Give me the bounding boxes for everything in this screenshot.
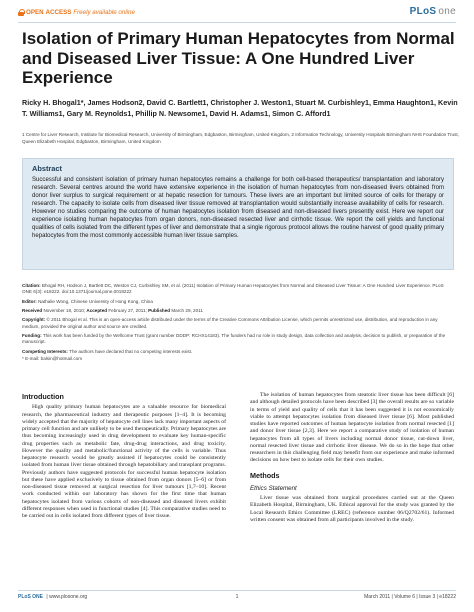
header-bar <box>0 0 474 22</box>
funding-text: This work has been funded by the Wellcome Trust (grant number DDDP: RCHX14183). The funders had no role in study design, data collection and analysis, decision to publish, or preparation of the manuscript. <box>22 332 446 345</box>
funding-label: Funding: <box>22 332 42 338</box>
header-divider <box>18 22 456 23</box>
intro-continued-paragraph: The isolation of human hepatocytes from steatotic liver tissue has been difficult [6] and although detailed protocols have been described [3] the overall results are so variable in terms of yield and quality of cells that it has been suggested it is not economically viable to attempt hepatocytes isolation from diseased liver tissue [6]. Most published studies have reported outcomes of human hepatocyte isolation from normal resected [1] and donor liver tissue [2,3]. Here we report a comparative study of isolation of human hepatocytes from all types of livers including normal donor tissue, cut-down liver, normal resected liver tissue and cirrhotic liver disease. We do so in the hope that other researchers in this challenging field may benefit from our experience and make informed decisions on how best to isolate cells for their own studies. <box>250 392 454 464</box>
article-title: Isolation of Primary Human Hepatocytes from Normal and Diseased Liver Tissue: A One Hundred Liver Experience <box>22 29 455 87</box>
received-date: November 18, 2010; <box>43 307 86 313</box>
page-number: 1 <box>235 594 239 600</box>
article-metadata <box>22 283 454 365</box>
right-column <box>250 392 454 524</box>
published-date: March 29, 2011 <box>171 307 203 313</box>
competing-interests <box>22 349 454 355</box>
author-list: Ricky H. Bhogal1*, James Hodson2, David C. Bartlett1, Christopher J. Weston1, Stuart M. Curbishley1, Emma Haughton1, Kevin T. Williams1, Gary M. Reynolds1, Phillip N. Newsome1, David H. Adams1, Simon C. Afford1 <box>22 98 458 118</box>
footer-journal-name: PLoS ONE <box>18 594 44 600</box>
introduction-paragraph: High quality primary human hepatocytes are a valuable resource for biomedical research, the pharmaceutical industry and therapeutic purposes [1–4]. It is becoming widely accepted that the majority of hepatocyte cell lines lack many important aspects of primary cell function and are unlikely to be used therapeutically. Primary hepatocytes are thus becoming increasingly used in drug development to evaluate key human-specific drug properties such as metabolic fate, drug-drug interactions, and drug toxicity. However the quality and metabolic/functional activity of the cells is variable. Thus hepatocyte research would be greatly assisted if hepatocytes could be consistently isolated from human liver tissue obtained through hepatobiliary and transplant programs. Previously authors have suggested protocols for successful human hepatocyte isolation but these have applied exclusively to tissue obtained from organ donors [5–6] or from non-diseased tissue removed at surgical resection for liver tumours [1,7–10]. Recent work conducted within our laboratory has shown for the first time that human hepatocytes isolated from various cohorts of non-diseased and diseased livers exhibit different responses when used in functional studies [4]. This comparative studies need to be carried out in cells isolated from different types of liver tissue. <box>22 404 226 519</box>
left-column <box>22 392 226 520</box>
journal-logo[interactable] <box>410 6 456 17</box>
open-lock-icon <box>18 9 24 16</box>
issue-info: March 2011 | Volume 6 | Issue 3 | e18222 <box>364 594 456 600</box>
received-label: Received <box>22 307 43 313</box>
accepted-label: Accepted <box>86 307 108 313</box>
abstract-text: Successful and consistent isolation of primary human hepatocytes remains a challenge for both cell-based therapeutics/ transplantation and laboratory research. Several centres around the world have extensive experience in the isolation of human hepatocytes from non-diseased livers obtained from donor liver surplus to surgical requirement or at hepatic resection for tumours. These livers are an important but limited source of cells for therapy or research. The capacity to isolate cells from diseased liver tissue removed at transplantation would substantially increase availability of cells for research. However no studies comparing the outcome of human hepatocytes isolation from diseased and non-diseased livers presently exist. Here we report our experience isolating human hepatocytes from organ donors, non-diseased resected liver and cirrhotic tissue. We report the cell yields and functional qualities of cells isolated from the different types of liver and demonstrate that a single rigorous protocol allows the routine harvest of good quality primary hepatocytes from the most commonly accessible human liver tissue samples. <box>32 177 444 240</box>
open-access-label-rest: ACCESS <box>45 9 72 16</box>
competing-text: The authors have declared that no competing interests exist. <box>69 348 193 354</box>
ethics-subheading: Ethics Statement <box>250 484 297 492</box>
introduction-heading: Introduction <box>22 392 64 401</box>
footer-divider <box>18 590 456 591</box>
ethics-paragraph: Liver tissue was obtained from surgical procedures carried out at the Queen Elizabeth Hospital, Birmingham, UK. Ethical approval for the study was granted by the Local Research Ethics Committee (LREC) (reference number 06/Q2702/61). Informed written consent was obtained from all participants involved in the study. <box>250 495 454 523</box>
editor <box>22 299 454 305</box>
citation-label: Citation: <box>22 283 41 288</box>
competing-label: Competing Interests: <box>22 348 68 354</box>
editor-text: Nathalie Wong, Chinese University of Hong Kong, China <box>38 298 153 304</box>
copyright-label: Copyright: <box>22 317 46 323</box>
citation <box>22 283 454 295</box>
accepted-date: February 27, 2011; <box>108 307 147 313</box>
affiliations: 1 Centre for Liver Research, Institute for Biomedical Research, University of Birmingham, Edgbaston, Birmingham, United Kingdom, 2 Information Technology, University Hospitals Birmingham NHS Foundation Trust, Queen Elizabeth Hospital, Edgbaston, Birmingham, United Kingdom <box>22 132 459 144</box>
journal-logo-text: PLoS <box>409 6 437 17</box>
open-access-label: OPEN <box>26 9 44 16</box>
dates <box>22 308 454 314</box>
copyright-text: © 2011 Bhogal et al. This is an open-access article distributed under the terms of the Creative Commons Attribution License, which permits unrestricted use, distribution, and reproduction in any medium, provided the original author and source are credited. <box>22 317 438 329</box>
funding <box>22 333 454 345</box>
freely-available-label: Freely available online <box>73 9 135 16</box>
copyright <box>22 317 454 329</box>
editor-label: Editor: <box>22 298 37 304</box>
journal-logo-one: one <box>438 6 456 17</box>
abstract-heading: Abstract <box>32 164 62 173</box>
footer-url[interactable]: | www.plosone.org <box>46 594 88 600</box>
open-access-badge[interactable] <box>18 9 135 16</box>
abstract-box <box>22 158 454 270</box>
published-label: Published <box>148 307 171 313</box>
citation-text: Bhogal RH, Hodson J, Bartlett DC, Weston CJ, Curbishley SM, et al. (2011) Isolation of Primary Human Hepatocytes from Normal and Diseased Liver Tissue: A One Hundred Liver Experience. PLoS ONE 6(3): e18222. doi:10.1371/journal.pone.0018222 <box>22 283 444 295</box>
correspondence-email[interactable]: * E-mail: balsin@hotmail.com <box>22 355 83 361</box>
methods-heading: Methods <box>250 470 280 480</box>
